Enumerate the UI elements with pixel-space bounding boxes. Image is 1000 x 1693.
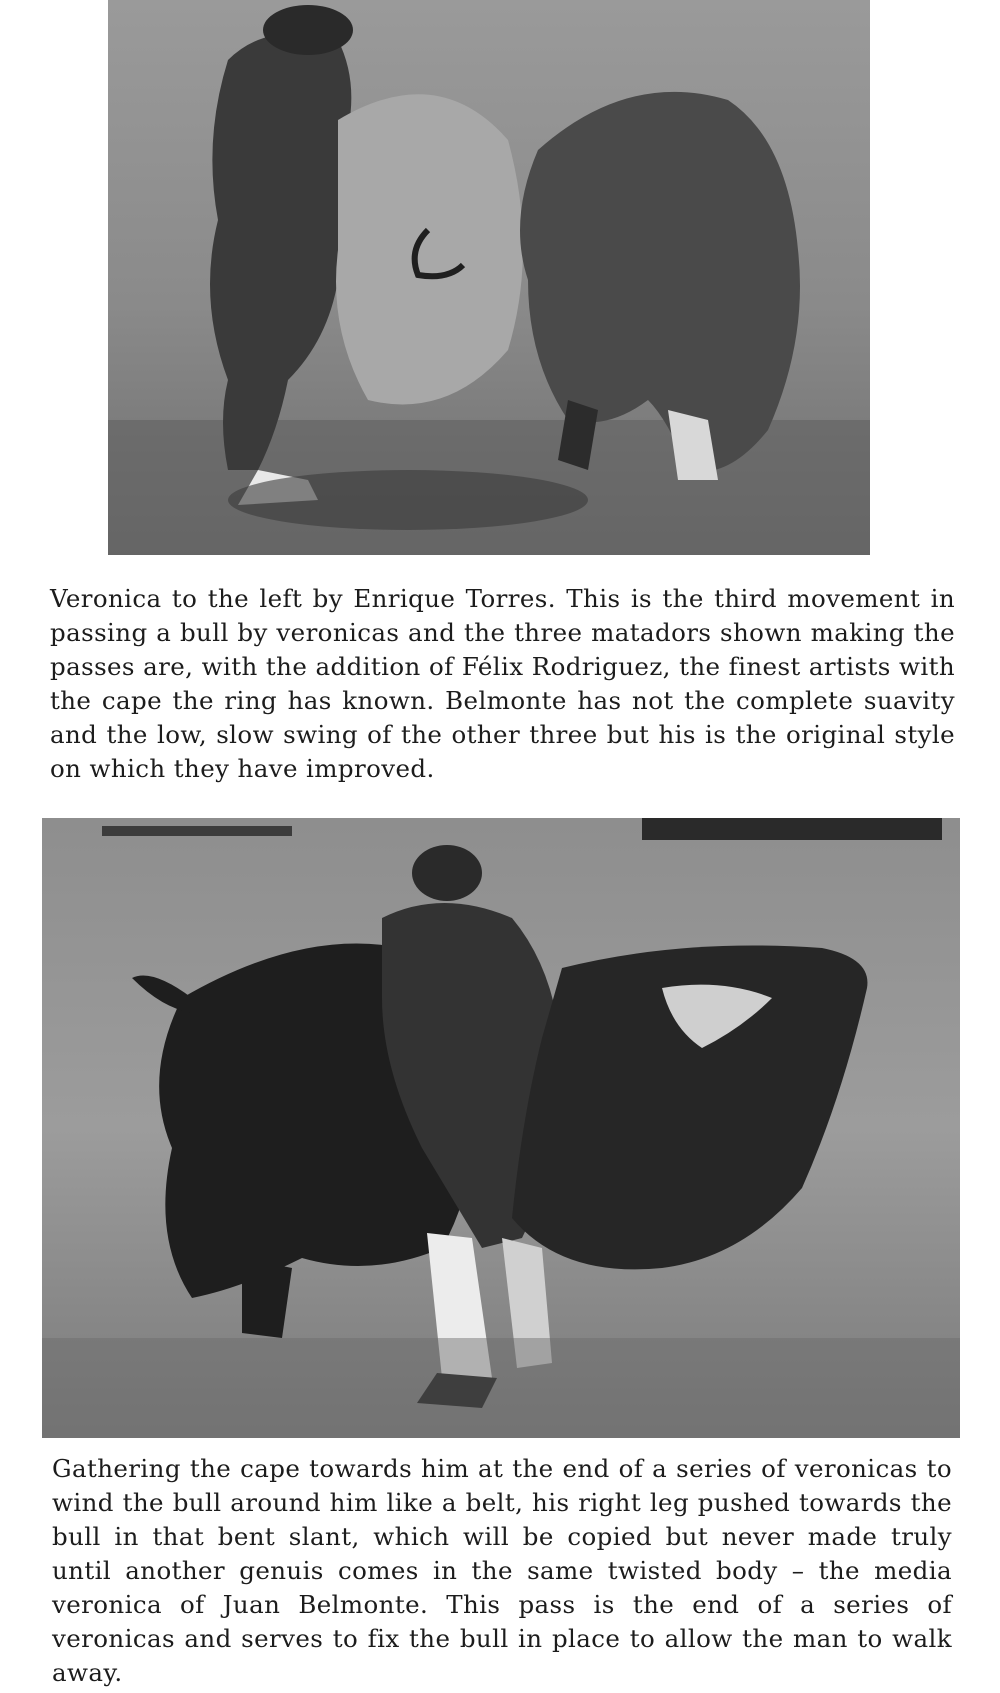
matador-with-bull-photo <box>108 0 870 555</box>
matador-with-bull-illustration <box>108 0 870 555</box>
photo-caption-top: Veronica to the left by Enrique Torres. This is the third movement in passing a bull by veronicas and the three matadors shown making the passes are, with the addition of Félix Rodriguez, the finest artists with the cape the ring has known. Belmonte has not the complete suavity and the low, slow swing of the other three but his is the original style on which they have improved. <box>50 584 955 783</box>
matador-with-cape-illustration <box>42 818 960 1438</box>
matador-with-cape-photo <box>42 818 960 1438</box>
photo-caption-bottom: Gathering the cape towards him at the end of a series of veronicas to wind the bull around him like a belt, his right leg pushed towards the bull in that bent slant, which will be copied but never made truly until another genuis comes in the same twisted body – the media veronica of Juan Belmonte. This pass is the end of a series of veronicas and serves to fix the bull in place to allow the man to walk away. <box>52 1454 952 1687</box>
